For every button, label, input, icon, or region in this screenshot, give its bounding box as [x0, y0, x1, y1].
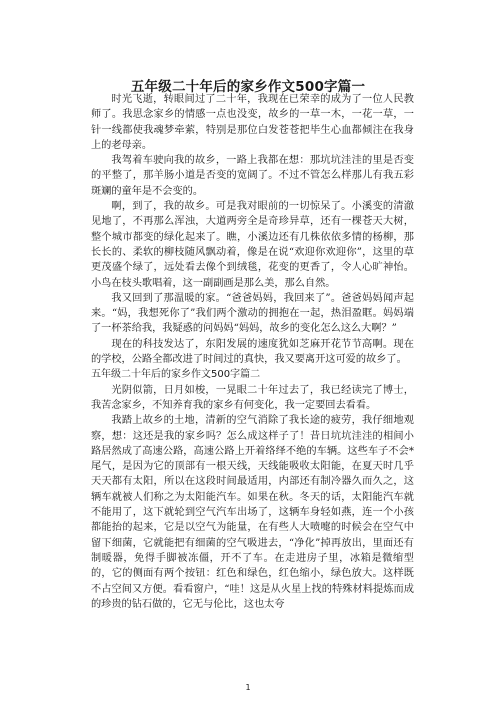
paragraph-6: 光阴似箭，日月如梭，一晃眼二十年过去了，我已经读完了博士，我苦念家乡，不知养育我的家乡有何变化，我一定要回去看看。: [91, 384, 414, 411]
paragraph-3: 啊，到了，我的故乡。可是我对眼前的一切惊呆了。小溪变的清澈见地了，不再那么浑浊，大道两旁全是奇珍异草，还有一棵苍天大树，整个城市都变的绿化起来了。瞧，小溪边还有几株依依多情的杨柳，那长长的、柔软的柳枝随风飘动着，像是在说“欢迎你欢迎你”，这里的草更茂盛个绿了，远处看去像个到绒毯，花变的更香了，令人心旷神怡。小鸟在枝头歌唱着，这一副副画是那么美，那么自然。: [91, 201, 414, 289]
essay-subtitle: 五年级二十年后的家乡作文500字篇二: [91, 369, 261, 381]
paragraph-7: 我踏上故乡的土地，清新的空气消除了我长途的疲劳，我仔细地观察，想：这还是我的家乡吗？怎么成这样子了！昔日坑坑洼洼的相间小路居然成了高速公路，高速公路上开着络绎不绝的车辆。这些车子不会*尾气，是因为它的顶部有一根天线，天线能吸收太阳能，在夏天时几乎天天都有太阳，所以在这段时间最适用，内部还有制冷器久而久之，这辆车就被人们称之为太阳能汽车。如果在秋。冬天的话，太阳能汽车就不能用了，这下就轮到空气汽车出场了，这辆车身轻如燕，连一个小孩都能抬的起来，它是以空气为能量，在有些人大喷嚏的时候会在空气中留下细菌，它就能把有细菌的空气吸进去，“净化”掉再放出，里面还有制暖器，免得手脚被冻僵，开不了车。在走进房子里，冰箱是微缩型的，它的侧面有两个按钮：红色和绿色，红色缩小，绿色放大。这样既不占空间又方便。看看窗户，“哇！这是从火星上找的特殊材料提炼而成的珍贵的钻石做的，它无与伦比，这也太夸: [91, 415, 414, 610]
paragraph-1: 时光飞逝，转眼间过了二十年，我现在已荣幸的成为了一位人民教师了。我思念家乡的情感一点也没变，故乡的一草一木，一花一草，一针一线都使我魂梦牵萦，特别是那位白发苍苍把毕生心血都倾注在我身上的老母亲。: [91, 94, 414, 151]
essay-title: 五年级二十年后的家乡作文500字篇一: [130, 79, 366, 95]
paragraph-4: 我又回到了那温暖的家。“爸爸妈妈，我回来了”。爸爸妈妈闻声起来。“妈，我想死你了”我们两个激动的拥抱在一起，热泪盈眶。妈妈端了一杯茶给我，我疑惑的问妈妈“妈妈，故乡的变化怎么这么大啊？”: [91, 292, 414, 335]
paragraph-2: 我驾着车驶向我的故乡，一路上我都在想：那坑坑洼洼的里是否变的平整了，那羊肠小道是否变的宽阔了。不过不管怎么样那儿有我五彩斑斓的童年是不会变的。: [91, 155, 414, 197]
paragraph-5: 现在的科技发达了，东阳发展的速度犹如芝麻开花节节高啊。现在的学校，公路全都改进了时间过的真快，我又要离开这可爱的故乡了。: [91, 338, 414, 366]
document-body: [91, 92, 414, 612]
page-number: 1: [245, 683, 251, 692]
